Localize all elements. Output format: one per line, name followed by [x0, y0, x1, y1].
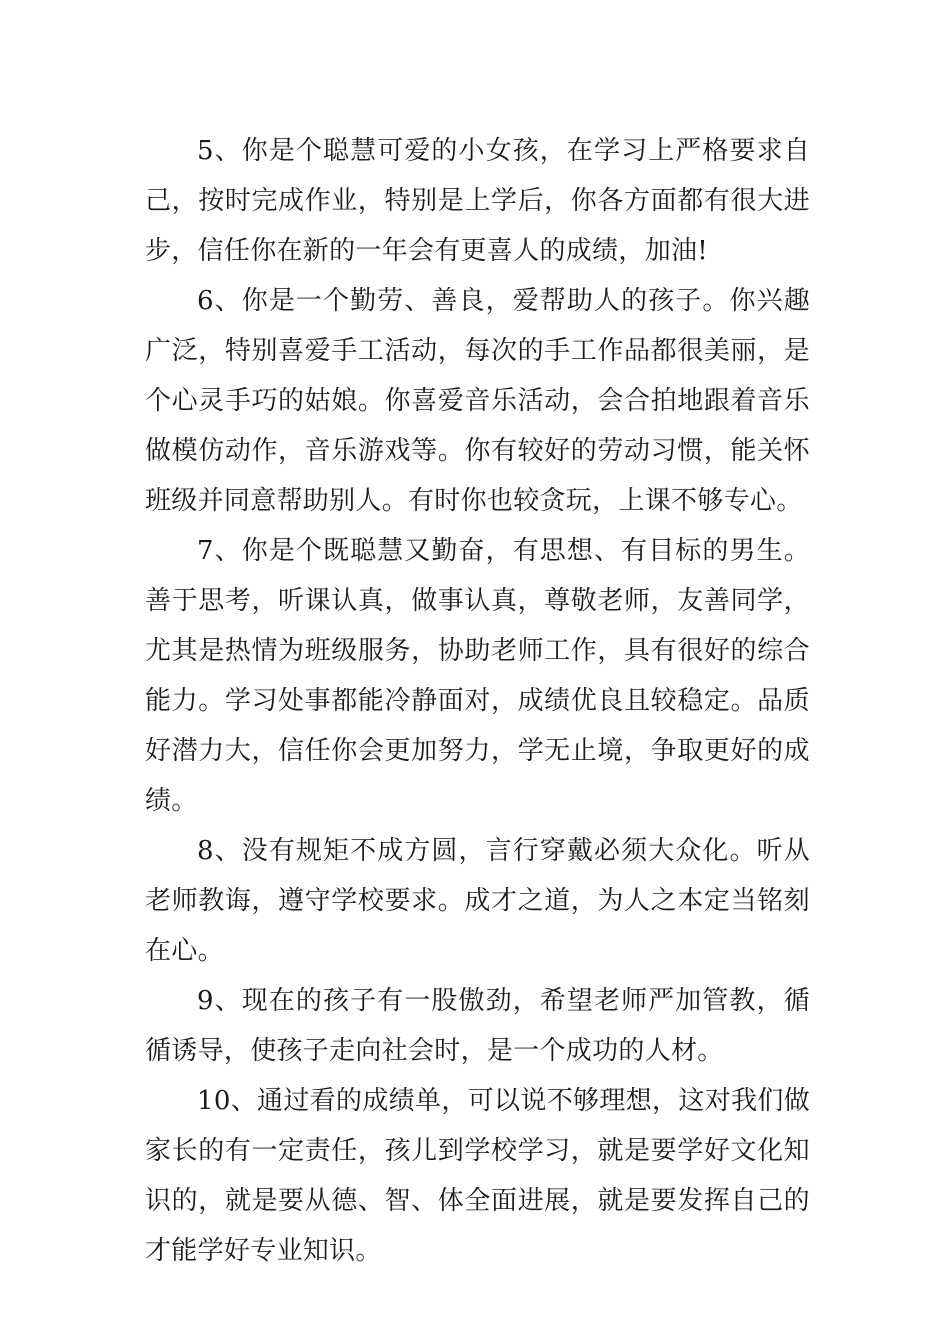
paragraph-6: 6、你是一个勤劳、善良，爱帮助人的孩子。你兴趣广泛，特别喜爱手工活动，每次的手工作品都很美丽，是个心灵手巧的姑娘。你喜爱音乐活动，会合拍地跟着音乐做模仿动作，音乐游戏等。你有较好的劳动习惯，能关怀班级并同意帮助别人。有时你也较贪玩，上课不够专心。: [145, 286, 810, 516]
paragraph-7: 7、你是个既聪慧又勤奋，有思想、有目标的男生。善于思考，听课认真，做事认真，尊敬老师，友善同学，尤其是热情为班级服务，协助老师工作，具有很好的综合能力。学习处事都能冷静面对，成绩优良且较稳定。品质好潜力大，信任你会更加努力，学无止境，争取更好的成绩。: [145, 536, 810, 816]
document-body: [145, 126, 810, 1276]
paragraph-5: 5、你是个聪慧可爱的小女孩，在学习上严格要求自己，按时完成作业，特别是上学后，你各方面都有很大进步，信任你在新的一年会有更喜人的成绩，加油!: [145, 136, 810, 266]
paragraph-9: 9、现在的孩子有一股傲劲，希望老师严加管教，循循诱导，使孩子走向社会时，是一个成功的人材。: [145, 986, 810, 1066]
paragraph-8: 8、没有规矩不成方圆，言行穿戴必须大众化。听从老师教诲，遵守学校要求。成才之道，为人之本定当铭刻在心。: [145, 836, 810, 966]
paragraph-10: 10、通过看的成绩单，可以说不够理想，这对我们做家长的有一定责任，孩儿到学校学习，就是要学好文化知识的，就是要从德、智、体全面进展，就是要发挥自己的才能学好专业知识。: [145, 1086, 810, 1266]
